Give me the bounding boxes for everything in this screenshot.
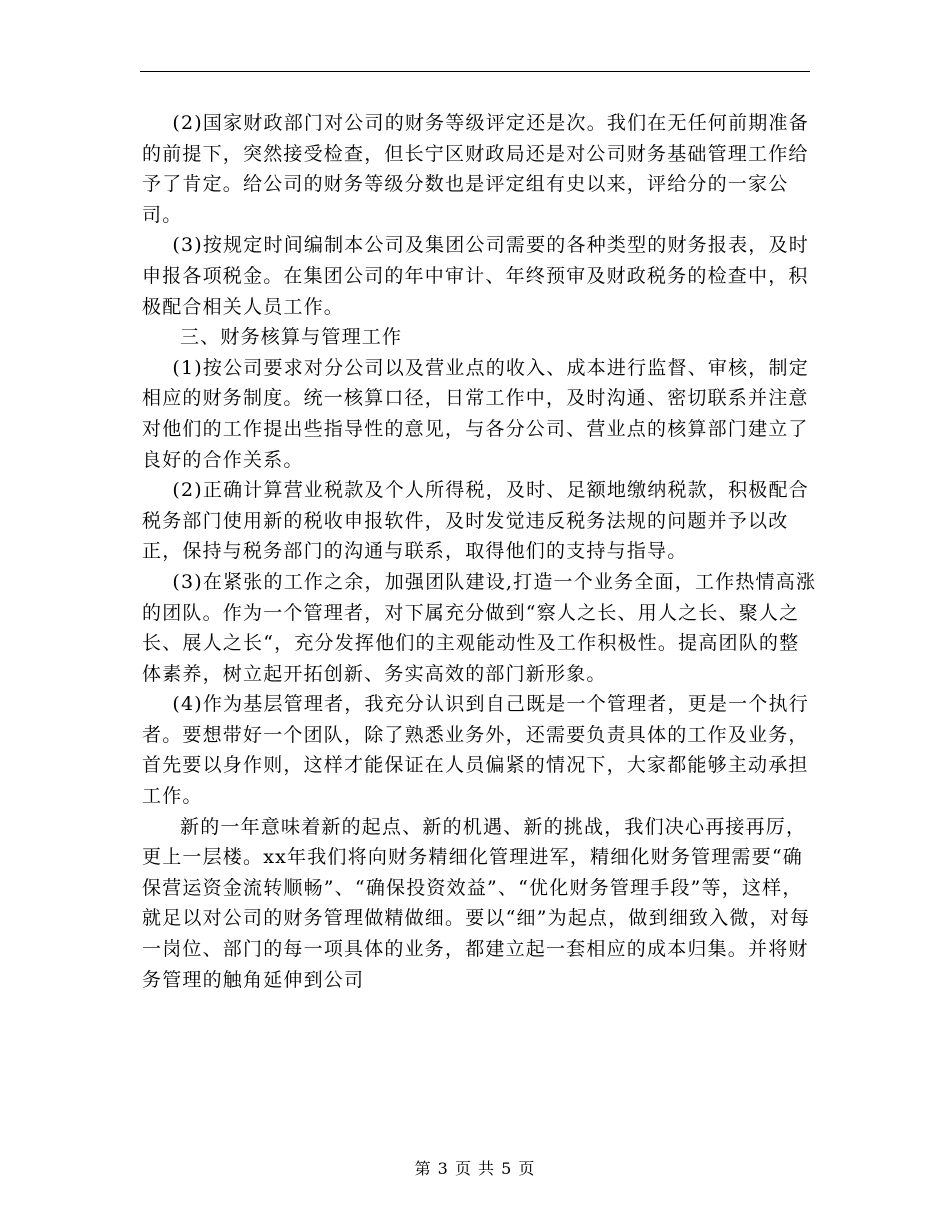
page-number: 第 3 页 共 5 页 bbox=[414, 1159, 536, 1178]
paragraph: (4)作为基层管理者，我充分认识到自己既是一个管理者，更是一个执行者。要想带好一个团队，除了熟悉业务外，还需要负责具体的工作及业务，首先要以身作则，这样才能保证在人员偏紧的情况下，大家都能够主动承担工作。 bbox=[142, 693, 809, 808]
paragraph: 新的一年意味着新的起点、新的机遇、新的挑战，我们决心再接再厉，更上一层楼。xx年我们将向财务精细化管理进军，精细化财务管理需要“确保营运资金流转顺畅”、“确保投资效益”、“优化财务管理手段”等，这样，就足以对公司的财务管理做精做细。要以“细”为起点，做到细致入微，对每一岗位、部门的每一项具体的业务，都建立起一套相应的成本归集。并将财务管理的触角延伸到公司 bbox=[142, 815, 811, 991]
paragraph: (3)按规定时间编制本公司及集团公司需要的各种类型的财务报表，及时申报各项税金。在集团公司的年中审计、年终预审及财政税务的检查中，积极配合相关人员工作。 bbox=[142, 234, 809, 318]
paragraph: (2)国家财政部门对公司的财务等级评定还是次。我们在无任何前期准备的前提下，突然接受检查，但长宁区财政局还是对公司财务基础管理工作给予了肯定。给公司的财务等级分数也是评定组有史以来，评给分的一家公司。 bbox=[142, 112, 809, 226]
paragraph: (2)正确计算营业税款及个人所得税，及时、足额地缴纳税款，积极配合税务部门使用新的税收申报软件，及时发觉违反税务法规的问题并予以改正，保持与税务部门的沟通与联系，取得他们的支持与指导。 bbox=[142, 479, 809, 563]
paragraph: (3)在紧张的工作之余，加强团队建设,打造一个业务全面，工作热情高涨的团队。作为一个管理者，对下属充分做到“察人之长、用人之长、聚人之长、展人之长“，充分发挥他们的主观能动性及工作积极性。提高团队的整体素养，树立起开拓创新、务实高效的部门新形象。 bbox=[142, 570, 817, 685]
header-rule bbox=[140, 71, 810, 72]
section-heading: 三、财务核算与管理工作 bbox=[180, 326, 403, 349]
paragraph: (1)按公司要求对分公司以及营业点的收入、成本进行监督、审核，制定相应的财务制度。统一核算口径，日常工作中，及时沟通、密切联系并注意对他们的工作提出些指导性的意见，与各分公司、营业点的核算部门建立了良好的合作关系。 bbox=[142, 356, 809, 471]
document-body bbox=[142, 108, 818, 995]
